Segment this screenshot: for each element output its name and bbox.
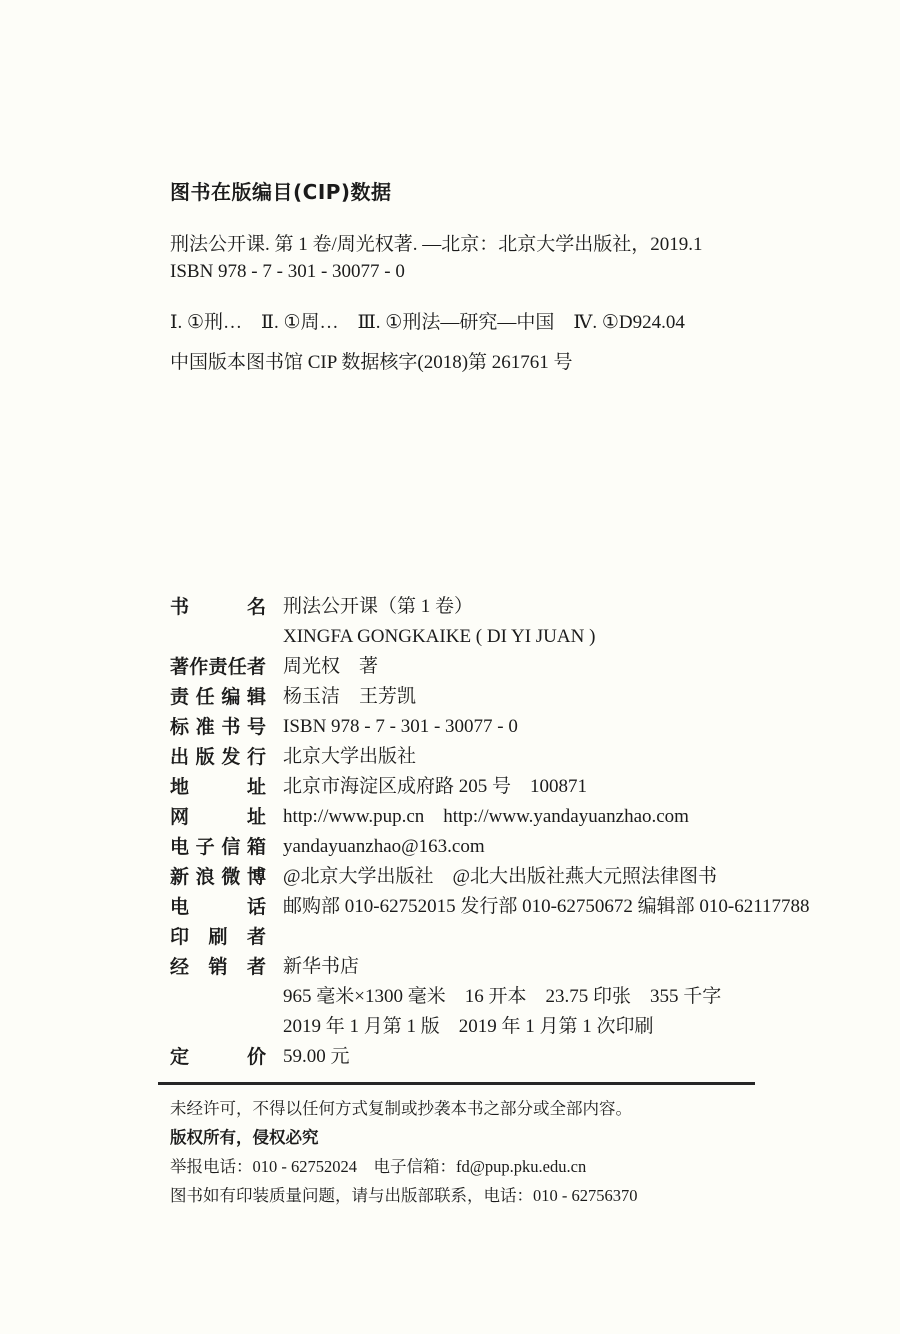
cip-heading: 图书在版编目(CIP)数据: [170, 180, 392, 204]
colophon-value: 新华书店: [283, 956, 360, 977]
cip-registry-line: 中国版本图书馆 CIP 数据核字(2018)第 261761 号: [170, 352, 573, 373]
colophon-value: 北京大学出版社: [283, 746, 417, 767]
colophon-label: [170, 1012, 266, 1042]
footer-no-copy-notice: 未经许可，不得以任何方式复制或抄袭本书之部分或全部内容。: [170, 1099, 632, 1118]
colophon-label: 定 价: [170, 1046, 266, 1068]
colophon-value: http://www.pup.cn http://www.yandayuanzhao.com: [283, 806, 689, 827]
colophon: [170, 592, 820, 1072]
colophon-row-email: [170, 832, 820, 862]
colophon-row-address: [170, 772, 820, 802]
colophon-label: 地 址: [170, 776, 266, 798]
colophon-row-author: [170, 652, 820, 682]
cip-title-line: 刑法公开课. 第 1 卷/周光权著. —北京：北京大学出版社，2019.1: [170, 234, 703, 255]
colophon-value: 59.00 元: [283, 1046, 350, 1067]
colophon-label: 印 刷 者: [170, 926, 266, 948]
colophon-row-weibo: [170, 862, 820, 892]
colophon-value: 邮购部 010-62752015 发行部 010-62750672 编辑部 010-62117788: [283, 896, 810, 917]
colophon-row-edition: [170, 1012, 820, 1042]
cip-classification-line: Ⅰ. ①刑… Ⅱ. ①周… Ⅲ. ①刑法—研究—中国 Ⅳ. ①D924.04: [170, 312, 685, 333]
colophon-row-isbn: [170, 712, 820, 742]
colophon-row-price: [170, 1042, 820, 1072]
colophon-value: yandayuanzhao@163.com: [283, 836, 485, 857]
colophon-value: XINGFA GONGKAIKE ( DI YI JUAN ): [283, 626, 596, 647]
colophon-row-pinyin-title: [170, 622, 820, 652]
colophon-label: [170, 622, 266, 652]
colophon-label: 经 销 者: [170, 956, 266, 978]
colophon-value: 北京市海淀区成府路 205 号 100871: [283, 776, 588, 797]
colophon-value: ISBN 978 - 7 - 301 - 30077 - 0: [283, 716, 518, 737]
colophon-row-book-title: [170, 592, 820, 622]
colophon-label: [170, 982, 266, 1012]
colophon-row-phone: [170, 892, 820, 922]
footer-quality-contact: 图书如有印装质量问题，请与出版部联系，电话：010 - 62756370: [170, 1186, 638, 1205]
colophon-label: 电 子 信 箱: [170, 836, 266, 858]
divider-rule: [158, 1082, 755, 1085]
colophon-label: 责 任 编 辑: [170, 686, 266, 708]
colophon-row-editor: [170, 682, 820, 712]
colophon-label: 电 话: [170, 896, 266, 918]
colophon-row-distributor: [170, 952, 820, 982]
colophon-value: 杨玉洁 王芳凯: [283, 686, 417, 707]
colophon-value: 2019 年 1 月第 1 版 2019 年 1 月第 1 次印刷: [283, 1016, 654, 1037]
colophon-label: 著 作 责 任 者: [170, 656, 266, 678]
colophon-value: 周光权 著: [283, 656, 379, 677]
colophon-label: 网 址: [170, 806, 266, 828]
colophon-row-printer: [170, 922, 820, 952]
footer-copyright-notice: 版权所有，侵权必究: [170, 1128, 319, 1147]
colophon-label: 出 版 发 行: [170, 746, 266, 768]
colophon-row-publisher: [170, 742, 820, 772]
colophon-value: @北京大学出版社 @北大出版社燕大元照法律图书: [283, 866, 717, 887]
footer-report-contact: 举报电话：010 - 62752024 电子信箱：fd@pup.pku.edu.cn: [170, 1157, 587, 1176]
colophon-label: 新 浪 微 博: [170, 866, 266, 888]
colophon-label: 书 名: [170, 596, 266, 618]
colophon-value: 965 毫米×1300 毫米 16 开本 23.75 印张 355 千字: [283, 986, 722, 1007]
footer-notices: [170, 1094, 820, 1210]
colophon-label: 标 准 书 号: [170, 716, 266, 738]
cip-isbn-line: ISBN 978 - 7 - 301 - 30077 - 0: [170, 261, 405, 282]
colophon-value: 刑法公开课（第 1 卷）: [283, 596, 474, 617]
colophon-row-format: [170, 982, 820, 1012]
colophon-row-website: [170, 802, 820, 832]
